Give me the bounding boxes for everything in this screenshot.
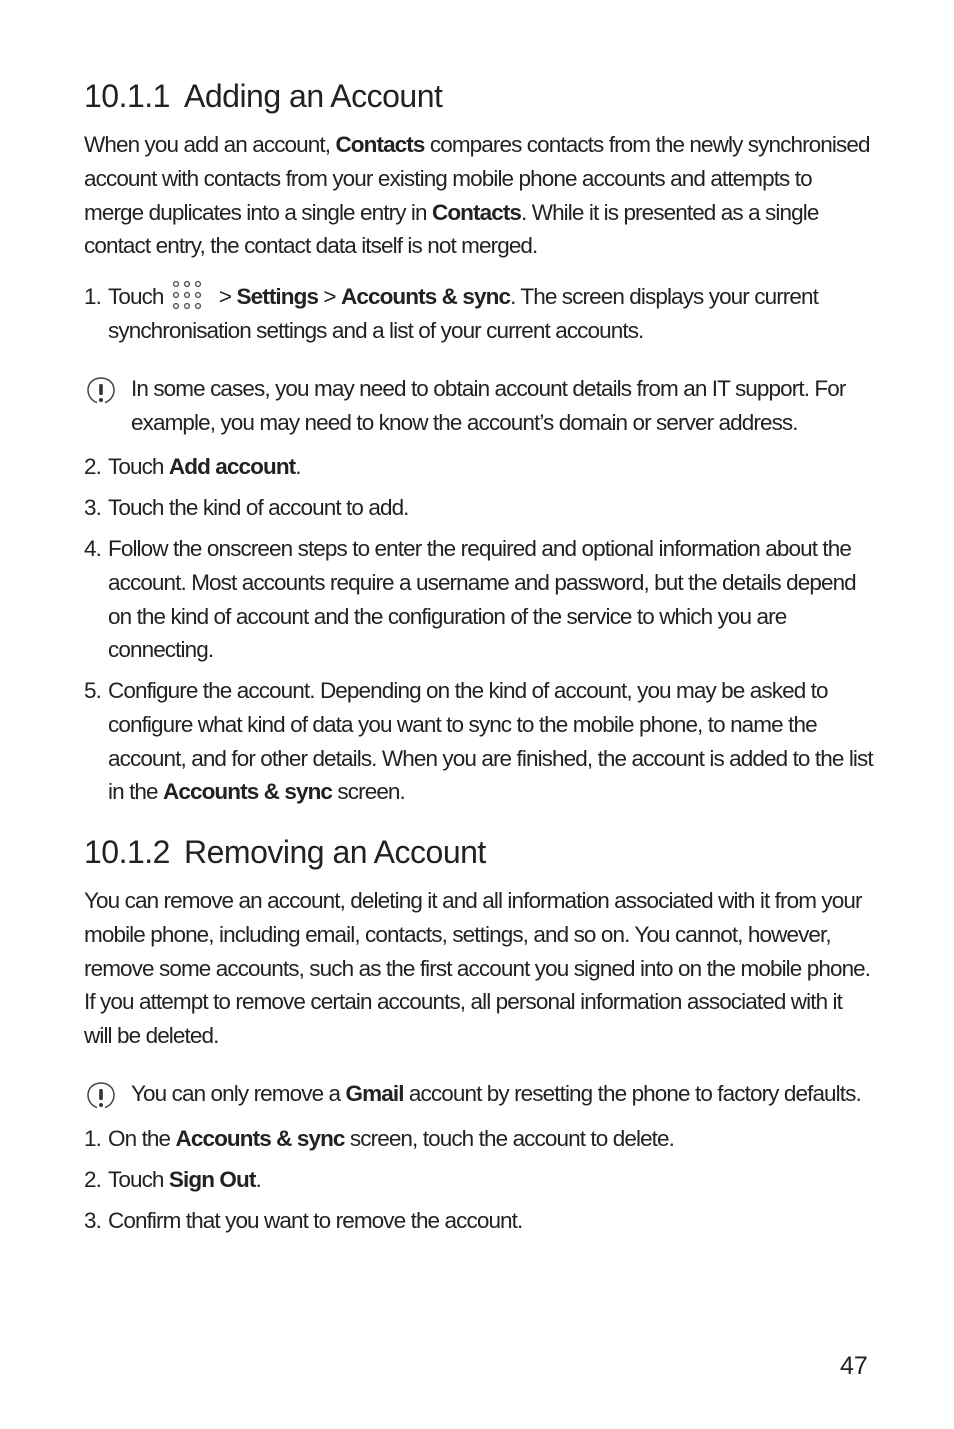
intro-paragraph-adding bbox=[84, 128, 874, 263]
text-run: screen, touch the account to delete. bbox=[344, 1126, 674, 1151]
text-run: When you add an account, bbox=[84, 132, 336, 157]
step-number: 1. bbox=[84, 1126, 101, 1151]
bold-term: Contacts bbox=[431, 199, 522, 225]
bold-term: Accounts & sync bbox=[341, 284, 511, 309]
section-number: 10.1.1 bbox=[84, 78, 170, 114]
bold-term: Contacts bbox=[335, 132, 425, 157]
step-text bbox=[108, 536, 856, 662]
bold-term: Settings bbox=[236, 284, 319, 309]
text-run: You can only remove a bbox=[131, 1081, 346, 1106]
intro-paragraph-removing bbox=[84, 884, 874, 1053]
step-2-removing bbox=[84, 1163, 874, 1197]
text-run: Touch the kind of account to add. bbox=[108, 495, 409, 520]
bold-term: Accounts & sync bbox=[163, 779, 333, 805]
text-run: . bbox=[255, 1167, 261, 1192]
bold-term: Gmail bbox=[345, 1081, 404, 1106]
step-1-adding bbox=[84, 280, 874, 348]
step-text-before-icon: Touch bbox=[108, 284, 164, 309]
bold-term: Sign Out bbox=[168, 1167, 256, 1192]
step-text bbox=[108, 1167, 261, 1192]
step-5-adding bbox=[84, 674, 874, 809]
bold-term: Accounts & sync bbox=[175, 1126, 345, 1151]
apps-grid-icon bbox=[170, 279, 204, 311]
section-title: Adding an Account bbox=[184, 78, 443, 114]
step-number: 3. bbox=[84, 495, 101, 520]
text-run: screen. bbox=[332, 779, 405, 805]
note-gmail bbox=[84, 1077, 874, 1111]
section-title: Removing an Account bbox=[184, 834, 486, 870]
step-number: 2. bbox=[84, 1167, 101, 1192]
step-number: 1. bbox=[84, 284, 101, 309]
step-number: 2. bbox=[84, 454, 101, 479]
note-it-support bbox=[84, 372, 874, 440]
section-heading-adding-account bbox=[84, 78, 442, 115]
text-run: > bbox=[318, 284, 342, 309]
step-3-adding bbox=[84, 491, 874, 525]
text-run: > bbox=[213, 284, 237, 309]
note-text: In some cases, you may need to obtain account details from an IT support. For example, you may need to know the account’s domain or server address. bbox=[131, 376, 846, 435]
step-3-removing bbox=[84, 1204, 874, 1238]
bold-term: Add account bbox=[168, 454, 296, 479]
step-2-adding bbox=[84, 450, 874, 484]
text-run: . While it is presented as a single contact entry, the contact data itself is not merged. bbox=[84, 199, 819, 259]
section-number: 10.1.2 bbox=[84, 834, 170, 870]
step-text bbox=[108, 1208, 522, 1233]
note-text bbox=[131, 1081, 861, 1106]
step-number: 5. bbox=[84, 678, 101, 703]
page-number: 47 bbox=[840, 1352, 868, 1380]
text-run: Follow the onscreen steps to enter the required and optional information about the account. Most accounts require a username and password, but the details depend on the kind of account and the configuration of the service to which you are connecting. bbox=[108, 536, 856, 663]
text-run: Configure the account. Depending on the kind of account, you may be asked to configure what kind of data you want to sync to the mobile phone, to name the account, and for other details. When you are finished, the account is added to the list in the bbox=[108, 678, 873, 805]
step-number: 4. bbox=[84, 536, 101, 561]
step-1-removing bbox=[84, 1122, 874, 1156]
step-text bbox=[108, 454, 301, 479]
warning-bulb-icon bbox=[86, 1081, 116, 1111]
section-heading-removing-account bbox=[84, 834, 486, 871]
text-run: compares contacts from the newly synchronised account with contacts from your existing mobile phone accounts and attempts to merge duplicates into a single entry in bbox=[84, 132, 870, 225]
text-run: account by resetting the phone to factory defaults. bbox=[403, 1081, 861, 1106]
text-run: . The screen displays your current synchronisation settings and a list of your current accounts. bbox=[108, 284, 818, 344]
step-4-adding bbox=[84, 532, 874, 667]
text-run: Touch bbox=[108, 454, 169, 479]
text-run: You can remove an account, deleting it and all information associated with it from your mobile phone, including email, contacts, settings, and so on. You cannot, however, remove some accounts, such as the first account you signed into on the mobile phone. If you attempt to remove certain accounts, all personal information associated with it will be deleted. bbox=[84, 888, 871, 1049]
text-run: On the bbox=[108, 1126, 176, 1151]
step-text bbox=[108, 678, 873, 804]
text-run: Confirm that you want to remove the account. bbox=[108, 1208, 523, 1233]
step-text-after-icon bbox=[108, 284, 818, 343]
step-number: 3. bbox=[84, 1208, 101, 1233]
step-text bbox=[108, 1126, 674, 1151]
warning-bulb-icon bbox=[86, 376, 116, 406]
step-text bbox=[108, 495, 409, 520]
text-run: Touch bbox=[108, 1167, 169, 1192]
text-run: . bbox=[295, 454, 301, 479]
